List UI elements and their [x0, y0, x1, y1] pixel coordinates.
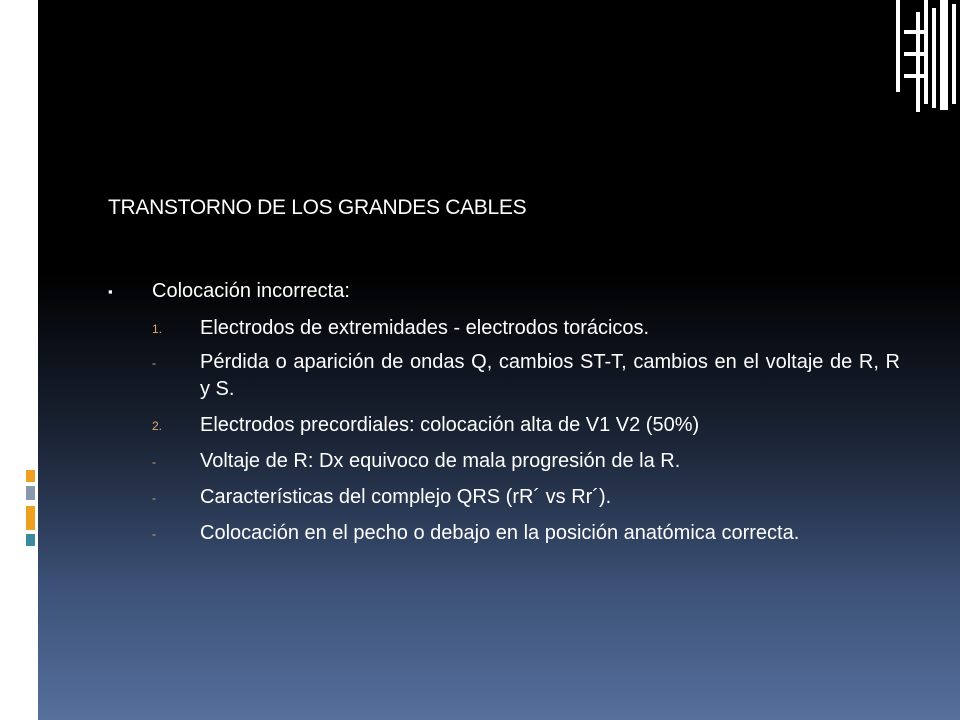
item-marker: - [152, 356, 156, 370]
side-mark-gray [26, 486, 35, 500]
list-item [108, 448, 900, 475]
bullet-item [108, 278, 900, 308]
side-mark-orange-top [26, 470, 35, 482]
item-text: Electrodos precordiales: colocación alta de V1 V2 (50%) [200, 414, 700, 436]
side-mark-orange [26, 506, 35, 530]
bullet-text: Colocación incorrecta: [152, 280, 350, 302]
item-text: Colocación en el pecho o debajo en la posición anatómica correcta. [200, 522, 800, 544]
slide-body [108, 278, 900, 547]
list-item [108, 520, 900, 547]
item-text: Pérdida o aparición de ondas Q, cambios ST-T, cambios en el voltaje de R, R y S. [200, 351, 900, 400]
list-item [108, 484, 900, 511]
item-marker: - [152, 491, 156, 505]
item-text: Electrodos de extremidades - electrodos torácicos. [200, 317, 650, 339]
item-text: Características del complejo QRS (rR´ vs Rr´). [200, 486, 612, 508]
side-mark-teal [26, 534, 35, 546]
item-marker: - [152, 455, 156, 469]
slide-title: TRANSTORNO DE LOS GRANDES CABLES [108, 196, 527, 219]
list-item [108, 315, 900, 342]
item-marker: 2. [152, 419, 163, 433]
item-text: Voltaje de R: Dx equivoco de mala progresión de la R. [200, 450, 681, 472]
list-item [108, 349, 900, 403]
item-marker: 1. [152, 322, 163, 336]
square-bullet-icon: ▪ [108, 284, 113, 299]
left-white-strip [0, 0, 38, 720]
corner-decoration-icon [880, 0, 960, 110]
list-item [108, 412, 900, 439]
item-marker: - [152, 527, 156, 541]
